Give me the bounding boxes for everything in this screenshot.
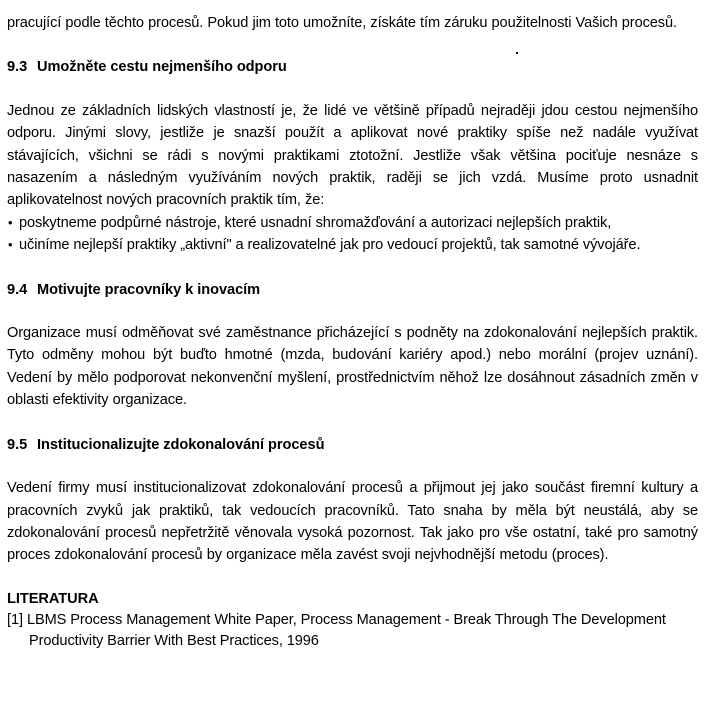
list-item-text: učiníme nejlepší praktiky „aktivní" a realizovatelné jak pro vedoucí projektů, tak samotné vývojáře. [19, 237, 641, 254]
bullet-icon: • [8, 237, 13, 253]
bullet-icon: • [8, 214, 13, 230]
section-gap [7, 34, 698, 56]
reference-text: LBMS Process Management White Paper, Process Management - Break Through The Development Productivity Barrier With Best Practices, 1996 [26, 611, 666, 649]
heading-9-3-number: 9.3 [7, 59, 28, 76]
references-title: LITERATURA [7, 590, 99, 607]
reference-marker: [1] [7, 611, 23, 628]
heading-9-3-title: Umožněte cestu nejmenšího odporu [37, 59, 287, 76]
heading-9-4-gap [7, 301, 698, 322]
heading-9-5-title: Institucionalizujte zdokonalování procesů [37, 436, 325, 453]
section-gap [7, 412, 698, 434]
heading-9-3-gap [7, 79, 698, 100]
reference-entry [7, 610, 698, 652]
paragraph-9-4: Organizace musí odměňovat své zaměstnance přicházející s podněty na zdokonalování nejlepších praktik. Tyto odměny mohou být buďto hmotné (mzda, budování kariéry apod.) nebo morální (projev uznání). Vedení by mělo podporovat nekonvenční myšlení, prostřednictvím něhož lze dosáhnout zásadních změn v oblasti efektivity organizace. [7, 325, 698, 409]
heading-9-4-number: 9.4 [7, 281, 28, 298]
heading-9-5 [7, 434, 698, 456]
list-item-text: poskytneme podpůrné nástroje, které usnadní shromažďování a autorizaci nejlepších praktik, [19, 214, 612, 231]
list-item [7, 234, 698, 256]
bullet-list-9-3 [7, 212, 698, 257]
section-gap [7, 257, 698, 279]
heading-9-5-number: 9.5 [7, 436, 28, 453]
heading-9-3 [7, 56, 698, 78]
heading-9-5-gap [7, 456, 698, 477]
top-margin [7, 0, 698, 12]
heading-9-4 [7, 279, 698, 301]
paragraph-9-3: Jednou ze základních lidských vlastností je, že lidé ve většině případů nejraději jdou cestou nejmenšího odporu. Jinými slovy, jestliže je snazší použít a aplikovat nové praktiky spíše než nadále využívat stávajících, všichni se rádi s novými praktikami ztotožní. Jestliže však většina pociťuje nesnáze s nasazením a následným využíváním nových praktik, raději se jich vzdá. Musíme proto usnadnit aplikovatelnost nových pracovních praktik tím, že: [7, 102, 698, 209]
continued-paragraph: pracující podle těchto procesů. Pokud jim toto umožníte, získáte tím záruku použitelnosti Vašich procesů. [7, 15, 677, 31]
paragraph-9-5: Vedení firmy musí institucionalizovat zdokonalování procesů a přijmout jej jako součást firemní kultury a pracovních zvyků jak praktiků, tak vedoucích pracovníků. Tato snaha by měla být neustálá, aby se zdokonalování procesů nepřetržitě věnovala vysoká pozornost. Tak jako pro vše ostatní, také pro samotný proces zdokonalování procesů by organizace měla zavést svoji nejvhodnější metodu (proces). [7, 480, 698, 564]
references-gap [7, 567, 698, 589]
heading-9-4-title: Motivujte pracovníky k inovacím [37, 281, 261, 298]
list-item [7, 212, 698, 234]
scan-artifact-dot [516, 52, 518, 54]
